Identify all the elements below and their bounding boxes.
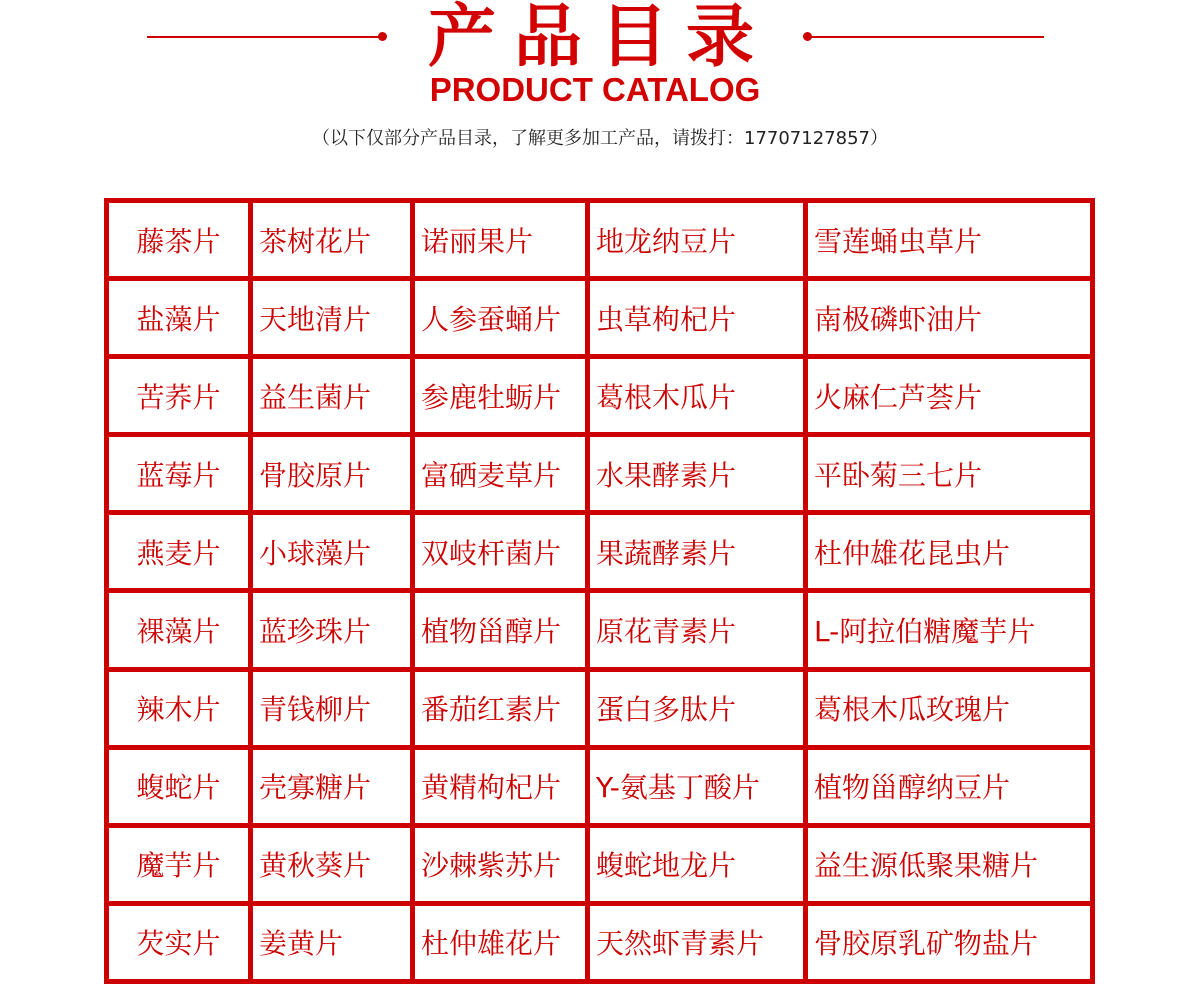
product-cell: 盐藻片	[107, 279, 251, 357]
title-line-right	[806, 36, 1044, 38]
product-cell: 益生菌片	[251, 357, 413, 435]
catalog-subtitle: （以下仅部分产品目录，了解更多加工产品，请拨打：17707127857）	[312, 128, 888, 149]
table-row	[107, 825, 1093, 903]
product-cell: 蓝莓片	[107, 435, 251, 513]
product-cell: 姜黄片	[251, 903, 413, 981]
product-cell: 蝮蛇片	[107, 747, 251, 825]
product-cell: 火麻仁芦荟片	[806, 357, 1093, 435]
product-cell: 葛根木瓜片	[588, 357, 806, 435]
product-cell: 壳寡糖片	[251, 747, 413, 825]
product-cell: 水果酵素片	[588, 435, 806, 513]
product-cell: 骨胶原乳矿物盐片	[806, 903, 1093, 981]
product-cell: 蝮蛇地龙片	[588, 825, 806, 903]
product-cell: 蛋白多肽片	[588, 669, 806, 747]
table-row	[107, 435, 1093, 513]
product-cell: 天然虾青素片	[588, 903, 806, 981]
table-row	[107, 591, 1093, 669]
product-cell: 藤茶片	[107, 201, 251, 279]
product-cell: 人参蚕蛹片	[413, 279, 588, 357]
page-title-cn: 产品目录	[427, 0, 772, 77]
product-cell: 诺丽果片	[413, 201, 588, 279]
product-cell: 杜仲雄花片	[413, 903, 588, 981]
product-cell: 双岐杆菌片	[413, 513, 588, 591]
product-cell: 蓝珍珠片	[251, 591, 413, 669]
title-line-left	[147, 36, 383, 38]
product-cell: 南极磷虾油片	[806, 279, 1093, 357]
product-cell: 植物甾醇片	[413, 591, 588, 669]
table-row	[107, 747, 1093, 825]
product-cell: 葛根木瓜玫瑰片	[806, 669, 1093, 747]
product-cell: 益生源低聚果糖片	[806, 825, 1093, 903]
product-cell: 植物甾醇纳豆片	[806, 747, 1093, 825]
title-dot-left	[378, 32, 387, 41]
product-cell: 苦荞片	[107, 357, 251, 435]
product-cell: 原花青素片	[588, 591, 806, 669]
product-cell: 辣木片	[107, 669, 251, 747]
product-cell: 富硒麦草片	[413, 435, 588, 513]
product-cell: 虫草枸杞片	[588, 279, 806, 357]
product-cell: 地龙纳豆片	[588, 201, 806, 279]
product-cell: 黄秋葵片	[251, 825, 413, 903]
product-cell: 雪莲蛹虫草片	[806, 201, 1093, 279]
table-row	[107, 513, 1093, 591]
product-cell: 茶树花片	[251, 201, 413, 279]
product-cell: 沙棘紫苏片	[413, 825, 588, 903]
product-cell: 裸藻片	[107, 591, 251, 669]
table-row	[107, 201, 1093, 279]
page-title-en: PRODUCT CATALOG	[429, 71, 761, 108]
table-row	[107, 903, 1093, 981]
product-cell: 小球藻片	[251, 513, 413, 591]
product-cell: 燕麦片	[107, 513, 251, 591]
product-cell: L-阿拉伯糖魔芋片	[806, 591, 1093, 669]
product-cell: 果蔬酵素片	[588, 513, 806, 591]
table-row	[107, 279, 1093, 357]
table-row	[107, 357, 1093, 435]
product-cell: 芡实片	[107, 903, 251, 981]
table-row	[107, 669, 1093, 747]
product-cell: 参鹿牡蛎片	[413, 357, 588, 435]
product-cell: 黄精枸杞片	[413, 747, 588, 825]
product-catalog-table	[104, 198, 1095, 984]
product-cell: 杜仲雄花昆虫片	[806, 513, 1093, 591]
product-cell: 青钱柳片	[251, 669, 413, 747]
product-cell: 番茄红素片	[413, 669, 588, 747]
product-cell: 天地清片	[251, 279, 413, 357]
product-cell: 魔芋片	[107, 825, 251, 903]
product-cell: 平卧菊三七片	[806, 435, 1093, 513]
product-cell: Y-氨基丁酸片	[588, 747, 806, 825]
product-cell: 骨胶原片	[251, 435, 413, 513]
